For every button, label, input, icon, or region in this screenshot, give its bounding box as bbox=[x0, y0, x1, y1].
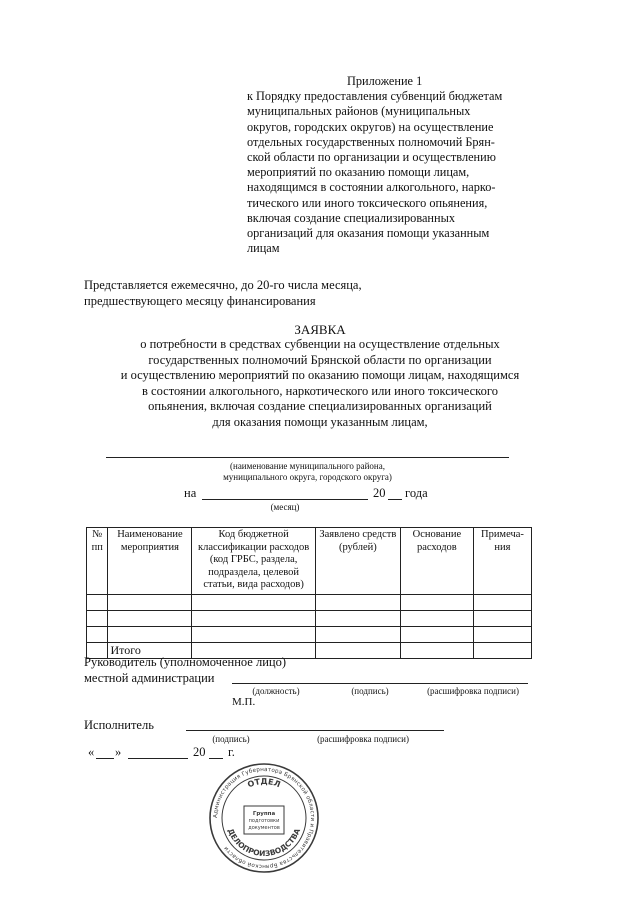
table-cell[interactable] bbox=[315, 643, 400, 659]
table-row bbox=[87, 611, 532, 627]
appendix-line: включая создание специализированных bbox=[247, 210, 456, 225]
appendix-line: лицам bbox=[247, 241, 280, 256]
table-cell[interactable] bbox=[473, 611, 531, 627]
table-cell[interactable] bbox=[87, 595, 108, 611]
table-cell[interactable] bbox=[192, 611, 316, 627]
table-header-cell: Заявлено средств (рублей) bbox=[315, 528, 400, 595]
table-cell[interactable] bbox=[400, 643, 473, 659]
request-line: в состоянии алкогольного, наркотического или иного токсического bbox=[142, 383, 498, 398]
table-cell[interactable] bbox=[315, 627, 400, 643]
request-title: ЗАЯВКА bbox=[294, 322, 346, 337]
date-day-line[interactable] bbox=[96, 758, 114, 759]
appendix-line: мероприятий по оказанию помощи лицам, bbox=[247, 165, 470, 180]
table-cell[interactable] bbox=[87, 611, 108, 627]
table-cell[interactable] bbox=[87, 627, 108, 643]
head-title-line: местной администрации bbox=[84, 670, 215, 685]
municipality-caption-line: муниципального округа, городского округа) bbox=[223, 472, 392, 482]
head-title-line: Руководитель (уполномоченное лицо) bbox=[84, 655, 287, 669]
appendix-line: к Порядку предоставления субвенций бюджетам bbox=[247, 89, 503, 104]
submission-note-line: предшествующего месяцу финансирования bbox=[84, 293, 316, 308]
table-total-label: Итого bbox=[108, 643, 192, 659]
seal-place: М.П. bbox=[232, 696, 256, 708]
table-cell[interactable] bbox=[400, 627, 473, 643]
table-cell[interactable] bbox=[473, 643, 531, 659]
appendix-line: муниципальных районов (муниципальных bbox=[247, 104, 471, 119]
request-line: опьянения, включая создание специализированных организаций bbox=[148, 399, 492, 414]
period-prefix: на bbox=[184, 486, 197, 500]
table-row bbox=[87, 595, 532, 611]
table-header-cell: Наименование мероприятия bbox=[108, 528, 192, 595]
table-header-cell: Примеча-ния bbox=[473, 528, 531, 595]
date-suffix: г. bbox=[228, 745, 235, 759]
table-cell[interactable] bbox=[473, 595, 531, 611]
request-line: государственных полномочий Брянской области по организации bbox=[148, 352, 492, 367]
request-line: и осуществлению мероприятий по оказанию помощи лицам, находящимся bbox=[120, 368, 520, 383]
head-signature-line[interactable] bbox=[232, 683, 528, 684]
request-line: для оказания помощи указанным лицам, bbox=[212, 414, 428, 429]
appendix-line: округов, городских округов) на осуществление bbox=[247, 119, 494, 134]
appendix-title: Приложение 1 bbox=[347, 74, 423, 88]
table-cell[interactable] bbox=[400, 611, 473, 627]
request-line: о потребности в средствах субвенции на осуществление отдельных bbox=[140, 337, 500, 351]
submission-note bbox=[84, 278, 362, 309]
stamp-center-line: документов bbox=[248, 825, 280, 831]
appendix-line: организаций для оказания помощи указанным bbox=[247, 226, 490, 241]
appendix-line: отдельных государственных полномочий Брян- bbox=[247, 134, 495, 149]
request-body bbox=[0, 337, 640, 431]
municipality-caption-line: (наименование муниципального района, bbox=[230, 461, 385, 471]
date-month-line[interactable] bbox=[128, 758, 188, 759]
executor-signature-line[interactable] bbox=[186, 730, 444, 731]
table-cell[interactable] bbox=[400, 595, 473, 611]
table-cell[interactable] bbox=[108, 627, 192, 643]
date-year-line[interactable] bbox=[209, 758, 223, 759]
submission-note-line: Представляется ежемесячно, до 20-го числа месяца, bbox=[84, 278, 362, 292]
table-header-cell: № пп bbox=[87, 528, 108, 595]
exec-caption-signature: (подпись) bbox=[212, 734, 250, 744]
month-line[interactable] bbox=[202, 499, 368, 500]
stamp-ring-text: Администрация Губернатора Брянской области и Правительства Брянской области bbox=[212, 766, 316, 870]
stamp-top-text: ОТДЕЛ bbox=[246, 777, 282, 790]
table-cell[interactable] bbox=[108, 611, 192, 627]
period-year-suffix: года bbox=[405, 486, 428, 500]
period-year-prefix: 20 bbox=[373, 486, 386, 500]
table-header-cell: Основание расходов bbox=[400, 528, 473, 595]
stamp-center-line: Группа bbox=[252, 811, 276, 817]
appendix-line: ской области по организации и осуществлению bbox=[247, 150, 496, 165]
appendix-block bbox=[247, 74, 537, 256]
caption-signature: (подпись) bbox=[351, 686, 389, 696]
table-cell[interactable] bbox=[315, 611, 400, 627]
date-close-quote: » bbox=[115, 745, 122, 759]
year-line[interactable] bbox=[388, 499, 402, 500]
caption-position: (должность) bbox=[252, 686, 300, 696]
appendix-line: тического или иного токсического опьянения, bbox=[247, 195, 488, 210]
table-cell[interactable] bbox=[192, 595, 316, 611]
municipality-name-line[interactable] bbox=[106, 457, 509, 458]
executor-label: Исполнитель bbox=[84, 718, 154, 732]
month-caption: (месяц) bbox=[270, 502, 300, 512]
request-table bbox=[86, 527, 532, 659]
municipality-caption bbox=[106, 461, 509, 483]
department-stamp bbox=[208, 762, 320, 874]
stamp-center-line: подготовки bbox=[248, 818, 280, 824]
exec-caption-decoding: (расшифровка подписи) bbox=[317, 734, 409, 744]
table-cell[interactable] bbox=[315, 595, 400, 611]
date-open-quote: « bbox=[88, 745, 95, 759]
table-row bbox=[87, 627, 532, 643]
table-cell[interactable] bbox=[192, 627, 316, 643]
table-cell[interactable] bbox=[473, 627, 531, 643]
stamp-bottom-text: ДЕЛОПРОИЗВОДСТВА bbox=[225, 827, 303, 859]
table-header-row bbox=[87, 528, 532, 595]
appendix-line: находящимся в состоянии алкогольного, нарко- bbox=[247, 180, 496, 195]
date-year-prefix: 20 bbox=[193, 745, 206, 759]
table-cell[interactable] bbox=[108, 595, 192, 611]
head-title bbox=[84, 655, 286, 686]
table-header-cell: Код бюджетной классификации расходов (код ГРБС, раздела, подраздела, целевой статьи, вида расходов) bbox=[192, 528, 316, 595]
caption-decoding: (расшифровка подписи) bbox=[427, 686, 519, 696]
